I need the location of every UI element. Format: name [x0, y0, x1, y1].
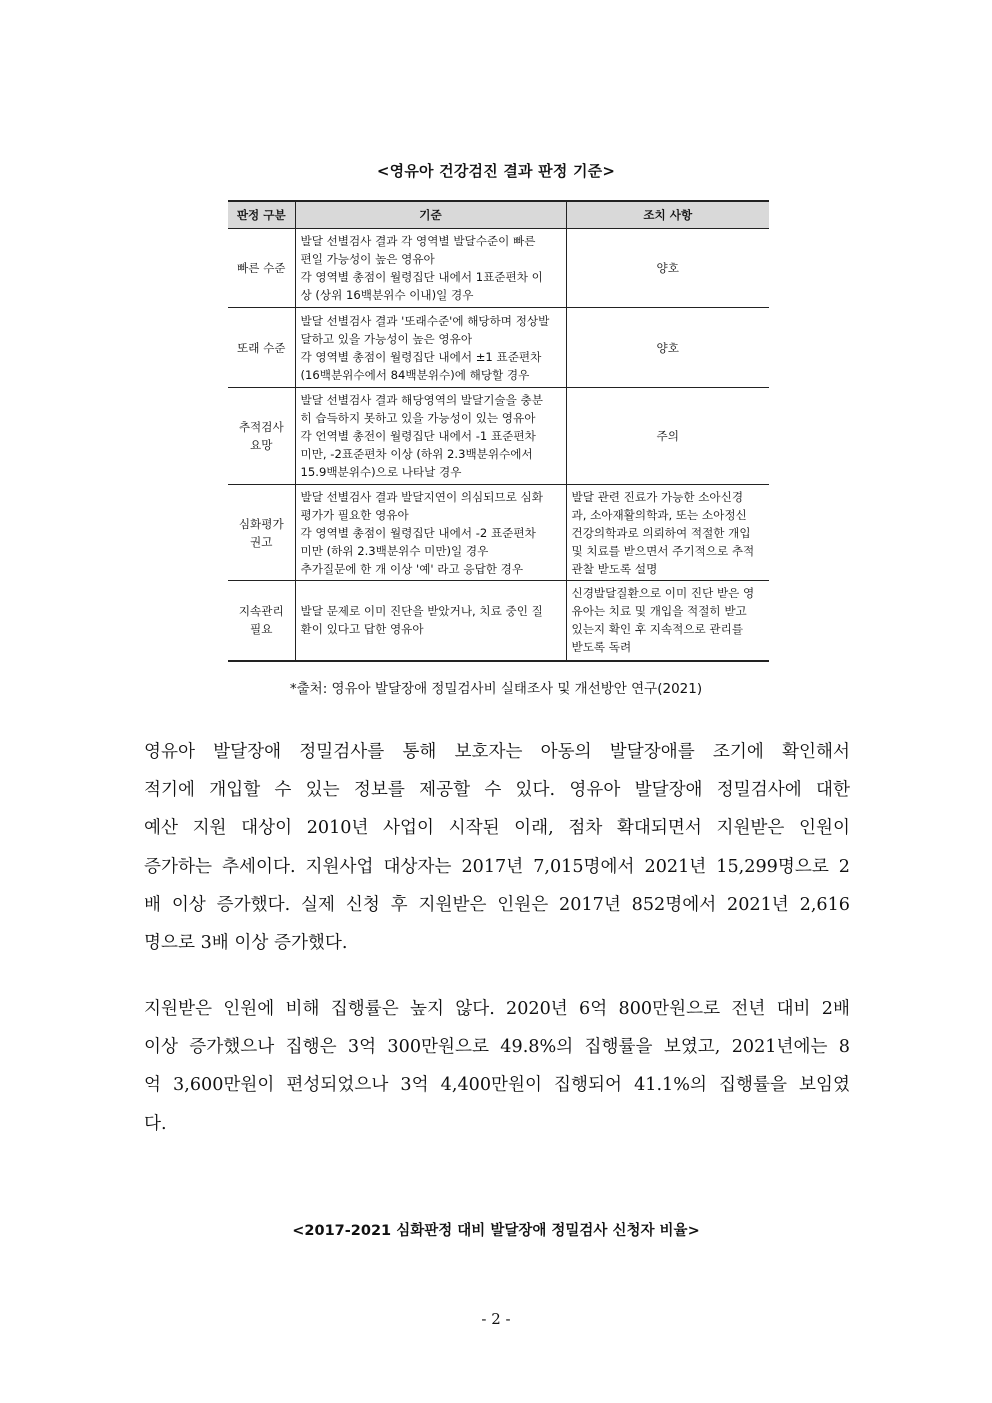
- table-row: [228, 308, 769, 388]
- action-cell: 양호: [566, 229, 769, 308]
- table-header-row: [228, 201, 769, 229]
- action-cell: 양호: [566, 308, 769, 388]
- category-cell: 빠른 수준: [228, 229, 295, 308]
- action-cell: 주의: [566, 388, 769, 485]
- page-number: - 2 -: [481, 1310, 511, 1328]
- criteria-table: [228, 200, 769, 662]
- category-cell: 또래 수준: [228, 308, 295, 388]
- category-cell: 심화평가 권고: [228, 485, 295, 581]
- table-row: [228, 229, 769, 308]
- header-action: 조치 사항: [566, 201, 769, 229]
- figure-caption: <2017-2021 심화판정 대비 발달장애 정밀검사 신청자 비율>: [292, 1223, 700, 1239]
- action-cell: 신경발달질환으로 이미 진단 받은 영 유아는 치료 및 개입을 적절히 받고 있는지 확인 후 지속적으로 관리를 받도록 독려: [566, 581, 769, 661]
- criteria-cell: 발달 선별검사 결과 '또래수준'에 해당하며 정상발 달하고 있을 가능성이 높은 영유아 각 영역별 총점이 월령집단 내에서 ±1 표준편차 (16백분위수에서 84백분위수)에 해당할 경우: [295, 308, 566, 388]
- category-cell: 지속관리 필요: [228, 581, 295, 661]
- body-paragraph-1: 영유아 발달장애 정밀검사를 통해 보호자는 아동의 발달장애를 조기에 확인해서 적기에 개입할 수 있는 정보를 제공할 수 있다. 영유아 발달장애 정밀검사에 대한 예산 지원 대상이 2010년 사업이 시작된 이래, 점차 확대되면서 지원받은 인원이 증가하는 추세이다. 지원사업 대상자는 2017년 7,015명에서 2021년 15,299명으로 2 배 이상 증가했다. 실제 신청 후 지원받은 인원은 2017년 852명에서 2021년 2,616 명으로 3배 이상 증가했다.: [144, 742, 850, 954]
- table-row: [228, 485, 769, 581]
- header-category: 판정 구분: [228, 201, 295, 229]
- body-paragraph-2: 지원받은 인원에 비해 집행률은 높지 않다. 2020년 6억 800만원으로 전년 대비 2배 이상 증가했으나 집행은 3억 300만원으로 49.8%의 집행률을 보였고, 2021년에는 8 억 3,600만원이 편성되었으나 3억 4,400만원이 집행되어 41.1%의 집행률을 보임였 다.: [144, 999, 850, 1134]
- table-row: [228, 388, 769, 485]
- category-cell: 추적검사 요망: [228, 388, 295, 485]
- action-cell: 발달 관련 진료가 가능한 소아신경 과, 소아재활의학과, 또는 소아정신 건강의학과로 의뢰하여 적절한 개입 및 치료를 받으면서 주기적으로 추적 관찰 받도록 설명: [566, 485, 769, 581]
- table-row: [228, 581, 769, 661]
- source-note: *출처: 영유아 발달장애 정밀검사비 실태조사 및 개선방안 연구(2021): [289, 681, 703, 697]
- table-caption: <영유아 건강검진 결과 판정 기준>: [376, 162, 616, 180]
- criteria-cell: 발달 선별검사 결과 해당영역의 발달기술을 충분 히 습득하지 못하고 있을 가능성이 있는 영유아 각 언역별 총전이 월령집단 내에서 -1 표준편차 미만, -2표준편차 이상 (하위 2.3백분위수에서 15.9백분위수)으로 나타날 경우: [295, 388, 566, 485]
- criteria-cell: 발달 문제로 이미 진단을 받았거나, 치료 중인 질 환이 있다고 답한 영유아: [295, 581, 566, 661]
- header-criteria: 기준: [295, 201, 566, 229]
- criteria-cell: 발달 선별검사 결과 발달지연이 의심되므로 심화 평가가 필요한 영유아 각 영역별 총점이 월령집단 내에서 -2 표준편차 미만 (하위 2.3백분위수 미만)일 경우 추가질문에 한 개 이상 '예' 라고 응답한 경우: [295, 485, 566, 581]
- criteria-cell: 발달 선별검사 결과 각 영역별 발달수준이 빠른 편일 가능성이 높은 영유아 각 영역별 총점이 월령집단 내에서 1표준편차 이 상 (상위 16백분위수 이내)일 경우: [295, 229, 566, 308]
